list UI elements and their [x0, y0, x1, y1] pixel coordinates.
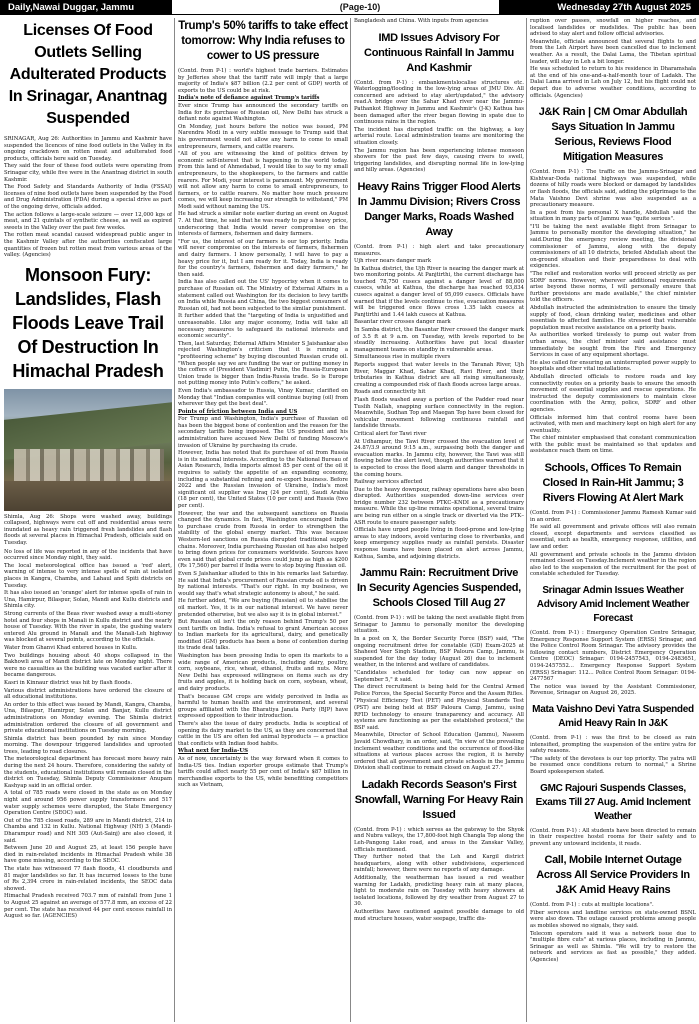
paragraph: However, the war and the subsequent sanctions on Russia changed the dynamics. In fact, Washington encouraged India to purchase crude from Russia in order to strengthen the stability of the global energy market. This was because Western-led sanctions on Russia disrupted traditional supply chains. Moreover, India purchasing Russian oil has also helped to bring down prices for consumers worldwide. Sources have even said that global crude prices could jump as high as $200 (Rs 17,560) per barrel if India were to stop buying Russian oil. [178, 510, 348, 570]
subhead-what-next: What next for India-US [178, 748, 248, 755]
photo-caption: Shimla, Aug 26: Shops were washed away, buildings collapsed, highways were cut off and residential areas were inundated as heavy rain triggered fresh landslides and flash floods at several places in Himachal Pradesh, officials said on Tuesday. [4, 513, 172, 547]
article-section-friction [178, 416, 348, 747]
paragraph: The incident has disrupted traffic on the highway, a key arterial route. Local administration teams are monitoring the situation closely. [354, 126, 524, 146]
paragraph: They said the four of these food outlets were operating from Srinagar city, while five were in the Anantnag district in south Kashmir. [4, 163, 172, 183]
paragraph: As authorities worked tirelessly to pump out water from urban areas, the chief minister said assistance must immediately be sought from the Fire and Emergency Services in case of any equipment shortage. [530, 332, 696, 359]
column-4 [530, 18, 696, 1022]
paragraph: The rotten meat scandal caused widespread public anger in the Kashmir Valley after the authorities confiscated large quantities of frozen but rotten meat from various areas of the valley. (Agencies) [4, 232, 172, 259]
paragraph: Kasri in Kinnaur district was hit by flash floods. [4, 679, 133, 686]
paragraph: In Samba district, the Basantar River crossed the danger mark of 3.5 ft at 9 a.m. on Tuesday, with levels reported to be steadily increasing. Authorities have put local disaster management teams on standby in vulnerable areas. [354, 327, 524, 353]
paragraph: "Candidates scheduled for today can now appear on September 5," it said. [354, 669, 524, 683]
paragraph: He said all government and private offices will also remain closed, except departments and services classified as essential, such as health, emergency response, utilities, and law and order. [530, 524, 696, 551]
paragraph: It further added that the "targeting of India is unjustified and unreasonable. Like any major economy, India will take all necessary measures to safeguard its national interests and economic security". [178, 313, 348, 340]
article-ladakh-continued [530, 39, 696, 99]
paragraph: (Contd. from P-1) : All students have been directed to remain in their respective hostel rooms for their safety and to prevent any untoward incidents, it reads. [530, 827, 696, 847]
paragraph: Water from Ghanvi Khad entered houses in Kullu. [4, 644, 138, 651]
paragraph: No loss of life was reported in any of the incidents that have occurred since Monday night, they said. [4, 548, 172, 562]
masthead-date: Wednesday 27th August 2025 [499, 0, 699, 15]
headline-flood-alerts: Heavy Rains Trigger Flood Alerts In Jammu Division; Rivers Cross Danger Marks, Roads Washed Away [357, 180, 521, 238]
article-cm-omar [530, 169, 696, 455]
paragraph: However, India has noted that its purchase of oil from Russia is in its national interests. According to the National Bureau of Asian Research, India imports almost 85 per cent of the oil it requires to satisfy the appetite of an expanding economy, including a substantial refining and re-export business. Before 2022 and the Russian invasion of Ukraine, India's most significant oil supplier was Iraq (24 per cent), Saudi Arabia (18 per cent), the United States (10 per cent) and Russia (two per cent). [178, 450, 348, 509]
paragraph: Out of the 785 closed roads, 289 are in Mandi district, 214 in Chamba and 132 in Kullu. National Highway (NH) 3 (Mandi-Dharampur road) and NH 305 (Aut-Sainj) are also closed, it said. [4, 817, 172, 844]
paragraph: He was scheduled to return to his residence in Dharamshala at the end of his one-and-a-half-month tour of Ladakh. The Dalai Lama arrived in Leh on July 12, but his flight could not depart due to adverse weather conditions, according to officials. (Agencies) [530, 66, 696, 99]
paragraph: Telecom operators said it was a network issue due to "multiple fibre cuts" at various places, including in Jammu, Srinagar as well as Shimla. "We will try to restore the network and services as fast as possible," they added. (Agencies) [530, 930, 696, 964]
paragraph: Meanwhile, officials announced that several flights to and from the Leh Airport have been cancelled due to inclement weather. As a result, the Dalai Lama, the Tibetan spiritual leader, will stay in Leh a bit longer. [530, 38, 696, 65]
article-flood-alerts [354, 244, 524, 560]
paragraph: He further added, "We are buying (Russian) oil to stabilise the oil market. Yes, it is in our national interest. We have never pretended otherwise, but we also say it is in global interest." [178, 598, 348, 618]
paragraph: Even India's ambassador to Russia, Vinay Kumar, clarified on Monday that "Indian companies will continue buying (oil) from wherever they get the best deal". [178, 387, 348, 408]
masthead-paper-name: Daily,Nawai Duggar, Jammu [0, 0, 172, 15]
paragraph: Simultaneous rise in multiple rivers [354, 354, 451, 361]
paragraph: Fiber services and landline services on state-owned BSNL were also down. The outage caused problems among people as mobiles showed no signals, they said. [530, 909, 696, 930]
masthead-page-number: (Page-10) [339, 2, 381, 12]
paragraph: (Contd. from P-1) : The traffic on the Jammu-Srinagar and Kishtwar-Doda national highways was suspended, while dozens of hilly roads were blocked or damaged by landslides or flash floods, the officials said, adding the pilgrimage to the Mata Vaishno Devi shrine was also suspended as a precautionary measure. [530, 169, 696, 209]
article-gmc-rajouri [530, 828, 696, 848]
paragraph: The Food Safety and Standards Authority of India (FSSAI) licenses of nine food outlets have been suspended by the Food and Drug Administration (FDA) during a special drive as part of the ongoing drive, officials added. [4, 184, 172, 210]
paragraph: Shimla district has been pounded by rain since Monday morning. The downpour triggered landslides and uprooted trees, leading to road closures. [4, 735, 172, 755]
paragraph: The local meteorological office has issued a 'red' alert, warning of intense to very intense spells of rain at isolated places in Kangra, Chamba, and Lahaul and Spiti districts on Tuesday. [4, 562, 172, 589]
paragraph: Ever since Trump has announced the secondary tariffs on India for its purchase of Russian oil, New Delhi has struck a defiant note against Washington. [178, 102, 348, 123]
article-food-outlets [4, 136, 172, 259]
paragraph: Reports suggest that water levels in the Taranah River, Ujh River, Maggar Khad, Sahar Khad, Ravi River, and their tributaries in Kathua district are all rising simultaneously, creating a compounded risk of flash floods across large areas. [354, 362, 524, 388]
paragraph: In a post from his personal X handle, Abdullah said the situation in many parts of Jammu was "quite serious". [530, 209, 696, 223]
column-rule [174, 18, 175, 1022]
paragraph: The action follows a large-scale seizure — over 12,000 kgs of meat, and 21 quintals of synthetic cheese, as well as expired sweets in the Valley over the past few weeks. [4, 211, 172, 231]
paragraph: SRINAGAR, Aug 26: Authorities in Jammu and Kashmir have suspended the licences of nine food outlets in the Valley in its ongoing crackdown on rotten meat and adulterated food products, officials here said on Tuesday. [4, 136, 172, 162]
paragraph: As of now, uncertainty is the way forward when it comes to India-US ties. Indian exporter groups estimate that Trump's tariffs could affect nearly 55 per cent of India's $87 billion in merchandise exports to the US, while benefitting competitors such as Vietnam, [178, 755, 348, 789]
paragraph: At Udhampur, the Tawi River crossed the evacuation level of 24.87/3.9 around 9:15 a.m., surpassing both the danger and evacuation marks. In Jammu city, however, the Tawi was still flowing below the alert level, though authorities warned that it is expected to cross the flood alarm and danger thresholds in the coming hours. [354, 438, 524, 478]
paragraph: Flash floods washed away a portion of the Padder road near Tuslih Nallah, snapping surface connectivity in the region. Meanwhile, Sudhan Top and Maegan Top have been closed for vehicular movement following continuous rainfall and landslide threats. [354, 396, 524, 430]
paragraph: "The safety of the devotees is our top priority. The yatra will be resumed once conditions return to normal," a Shrine Board spokesperson stated. [530, 755, 696, 775]
paragraph: Abdullah directed officials to restore roads and key connectivity routes on a priority basis to ensure the smooth movement of essential supplies and rescue operations. He instructed the deputy commissioners to maintain close coordination with the Army, police, SDRF and other agencies. [530, 373, 696, 413]
paragraph: "For us, the interest of our farmers is our top priority. India will never compromise on the interests of farmers, fishermen and dairy farmers. I know personally, I will have to pay a heavy price for it, but I am ready for it. Today, India is ready for the country's farmers, fishermen and dairy farmers," he then said. [178, 238, 348, 278]
subhead-friction: Points of friction between India and US [178, 408, 298, 415]
headline-gmc-rajouri: GMC Rajouri Suspends Classes, Exams Till 27 Aug. Amid Inclement Weather [535, 782, 691, 822]
paragraph: In a post on X, the Border Security Force (BSF) said, "The ongoing recruitment drive for constable (GD) Exam-2025 at Shaheed Veer Singh Stadium, BSF Paloura Camp, Jammu, is suspended for the day today (August 26) due to inclement weather, in the interest and welfare of candidates. [354, 636, 524, 669]
paragraph: Strong currents of the Beas river washed away a multi-storey hotel and four shops in Manali in Kullu district and the nearly house of Tuesday. With the river in spate, the gushing waters entered Alu ground in Manali and the Manali-Leh highway was blocked at several points, according to the officials. [4, 611, 172, 644]
paragraph: "Physical Efficiency Test (PET) and Physical Standards Test (PST) are being held at BSF Paloura Camp, Jammu, using RFID technology to ensure transparency and accuracy. All systems are functioning as per the established protocol," the BSF said. [354, 698, 524, 731]
paragraph: Due to the heavy downpour, railway operations have also been disrupted. Authorities suspended down-line services over bridge number 232 between PTKC–KNDI as a precautionary measure. While the up-line remains operational, several trains are being run either on a single track or diverted via the PTK–ASR route to ensure passenger safety. [354, 486, 524, 526]
paragraph: (Contd. from P-1) : cuts at multiple locations". [530, 902, 654, 909]
paragraph: That's because GM crops are widely perceived in India as harmful to human health and the environment, and several groups affiliated with the Bharatiya Janata Party (BJP) have expressed opposition to their introduction. [178, 693, 348, 720]
paragraph: Two buildings housing about 40 shops collapsed in the Bakhowli area of Mandi district late on Monday night. There were no casualties as the building was vacated earlier after it became dangerous. [4, 652, 172, 679]
paragraph: He had struck a similar note earlier during an event on August 7. At that time, he said that he was ready to pay a heavy price, underscoring that India would never compromise on the interests of farmers, fishermen and dairy farmers. [178, 211, 348, 238]
paragraph: Roads and connectivity hit [354, 389, 426, 396]
paragraph: (Contd. from P-1) : was the first to be closed as rain intensified, prompting the suspension of the entire yatra for safety reasons. [530, 734, 696, 755]
paragraph: Abdullah instructed the administration to ensure the timely supply of food, clean drinking water, medicines and other essentials to affected families. He stressed that vulnerable population must receive assistance on a priority basis. [530, 305, 696, 331]
article-srinagar-advisory [530, 630, 696, 697]
paragraph: Basantar river crosses danger mark [354, 319, 451, 326]
headline-schools-closed: Schools, Offices To Remain Closed In Rain-Hit Jammu; 3 Rivers Flowing At Alert Mark [542, 462, 684, 505]
masthead-bar [0, 0, 699, 15]
headline-srinagar-advisory: Srinagar Admin Issues Weather Advisory Amid Inclement Weather Forecast [536, 585, 690, 624]
paragraph: Even S Jaishankar alluded to this in his remarks last Saturday. He said that India's procurement of Russian crude oil is driven by national interests. "That's our right. In my business, we would say that's what strategic autonomy is about," he said. [178, 570, 348, 597]
paragraph: He also called for ensuring an uninterrupted power supply to hospitals and other vital installations. [530, 359, 696, 373]
article-internet-outage [530, 902, 696, 963]
headline-monsoon-fury: Monsoon Fury: Landslides, Flash Floods Leave Trail Of Destruction In Himachal Pradesh [12, 264, 164, 381]
article-section-what-next [178, 756, 348, 789]
article-schools-closed [530, 510, 696, 578]
paragraph: Meanwhile, Director of School Education (Jammu), Naseem Javaid Chowdhary, in an order, said, "In view of the prevailing inclement weather conditions and the occurrence of flood-like situations at various places across the region, it is hereby ordered that all government and private schools in the Jammu Division shall continue to remain closed on August 27." [354, 732, 524, 772]
column-rule [350, 18, 351, 1022]
article-vaishno-devi [530, 735, 696, 776]
headline-cm-omar: J&K Rain | CM Omar Abdullah Says Situation In Jammu Serious, Reviews Flood Mitigation Measures [538, 106, 688, 164]
paragraph: (Contd. from P-1) : embankmentslocalise structures etc. Waterlogging/flooding in the low-lying areas of JMU Div. All concerned are advised to stay alert/updated," the advisory read.A bridge over the Sahar Khad river near the Jammu-Pathankot Highway in Jammu and Kashmir's (J-K) Kathua has been damaged after the river began flowing in spate due to continuous rains in the region. [354, 79, 524, 126]
paragraph: It has also issued an 'orange' alert for intense spells of rain in Una, Hamirpur, Bilaspur, Solan, Mandi and Kullu districts and Shimla city. [4, 590, 172, 610]
article-monsoon-fury [4, 549, 172, 920]
headline-trump-tariffs: Trump's 50% tariffs to take effect tomorrow: Why India refuses to cower to US pressure [178, 20, 348, 62]
column-1 [4, 18, 172, 1022]
article-recruitment [354, 615, 524, 772]
paragraph: The chief minister emphasised that constant communication with the public must be maintained so that updates and assistance reach them on time. [530, 435, 696, 455]
paragraph: (Contd. from P-1) : Commissioner Jammu Ramesh Kumar said in an order. [530, 510, 696, 523]
subhead-defiance: India's note of defiance against Trump's tariffs [178, 95, 320, 102]
continued-line: Bangladesh and China. With inputs from agencies [354, 18, 489, 24]
column-3 [354, 18, 524, 1022]
paragraph: Critical alert for Tawi river [354, 430, 427, 437]
continued-lead: ruption over passes, snowfall on higher reaches, and localised landslides or mudslides. The public has been advised to stay alert and follow official advisories. [530, 18, 696, 38]
paragraph: The Jammu region has been experiencing intense monsoon showers for the past few days, causing rivers to swell, triggering landslides, and disrupting normal life in low-lying and hilly areas. (Agencies) [354, 147, 524, 174]
paragraph: (Contd. from P-1) : will be taking the next available flight from Srinagar to Jammu to personally monitor the developing situation. [354, 615, 524, 635]
paragraph: (Contd. from P-1) : high alert and take precautionary measures. [354, 243, 524, 257]
paragraph: Various district administrations have ordered the closure of all educational institutions. [4, 687, 172, 701]
paragraph: "I'll be taking the next available flight from Srinagar to Jammu to personally monitor the developing situation," he said.During the emergency review meeting, the divisional commissioner of Jammu, along with the deputy commissioners of all 10 districts, briefed Abdullah about the on-ground situation and their preparedness to deal with exigencies. [530, 223, 696, 270]
article-ladakh-snowfall [354, 827, 524, 922]
paragraph: The notice was issued by the Assistant Commissioner, Revenue, Srinagar on August 26, 2025. [530, 683, 696, 697]
headline-ladakh-snowfall: Ladakh Records Season's First Snowfall, Warning For Heavy Rain Issued [354, 778, 524, 821]
headline-internet-outage: Call, Mobile Internet Outage Across All Service Providers In J&K Amid Heavy Rains [536, 854, 690, 897]
paragraph: All government and private schools in the Jammu division remained closed on Tuesday.Inclement weather in the region also led to the suspension of the recruitment for the post of constable scheduled for Tuesday. [530, 551, 696, 578]
paragraph: Railway services affected [354, 479, 423, 486]
paragraph: Additionally, the weatherman has issued a red weather warning for Ladakh, predicting heavy rain at many places, light to moderate rain on Tuesday with heavy showers at isolated locations, followed by dry weather from August 27 to 30. [354, 875, 524, 908]
headline-imd-advisory: IMD Issues Advisory For Continuous Rainfall In Jammu And Kashmir [364, 31, 514, 74]
paragraph: (Contd. from P-1) : Emergency Operation Centre Srinagar, Emergency Response Support System (ERSS) Srinagar, and the Police Control Room Srinagar. The advisory provides the following contact numbers, District Emergency Operation Centre (DEOC) Srinagar: 0194-2457543, 0194-2483651, 0194-2457552... Emergency Response Support System (ERSS) Srinagar: 112... Police Control Room Srinagar: 0194-2477567 [530, 630, 696, 683]
paragraph: The state has witnessed 77 flash floods, 41 cloudbursts and 81 major landslides so far. It has incurred losses to the tune of Rs 2,394 crore in rain-related incidents, the SEOC data showed. [4, 865, 172, 892]
paragraph: Between June 20 and August 25, at least 156 people have died in rain-related incidents in Himachal Pradesh while 38 have gone missing, according to the SEOC. [4, 845, 172, 865]
paragraph: For Trump and Washington, India's purchase of Russian oil has been the biggest bone of contention and the reason for the secondary tariffs being imposed. The US president and his administration have accused New Delhi of funding Moscow's invasion of Ukraine by purchasing its crude. [178, 416, 348, 449]
paragraph: Himachal Pradesh received 703.7 mm of rainfall from June 1 to August 25 against an average of 577.8 mm, an excess of 22 per cent. The state has received 44 per cent excess rainfall in August so far. (AGENCIES) [4, 893, 172, 920]
paragraph: The meteorological department has forecast more heavy rain during the next 24 hours. Therefore, considering the safety of the students, educational institutions will remain closed in the district on Tuesday, Shimla Deputy Commissioner Anupam Kashyap said in an official order. [4, 756, 172, 789]
article-lead: (Contd. from P-1) : world's highest trade barriers. Estimates by Jefferies show that the tariff rate will imply that a large majority of India's $87 billion (2.2 per cent of GDP) worth of exports to the US could be at risk. [178, 68, 348, 94]
paragraph: India has also called out the US' hypocrisy when it comes to purchase of Russian oil. The Ministry of External Affairs in a statement called out Washington for its decision to levy tariffs on India while Russia and China, the two biggest consumers of Russian oil, had not been subjected to the similar punishment. [178, 279, 348, 312]
paragraph: Officials have urged people living in flood-prone and low-lying areas to stay indoors, avoid venturing close to riverbanks, and keep emergency supplies ready as rainfall persists. Disaster response teams have been placed on alert across Jammu, Kathua, Samba, and adjoining districts. [354, 527, 524, 560]
paragraph: (Contd. from P-1) : which serves as the gateway to the Shyok and Nubra valleys, the 17,800-foot high Changla Top along the Leh-Pangong Lake road, and areas in the Zanskar Valley, officials mentioned. [354, 826, 524, 853]
paragraph: But Russian oil isn't the only reason behind Trump's 50 per cent tariffs on India. India's refusal to grant American access to Indian markets for its agricultural, dairy, and genetically modified (GM) products has been a bone of contention during its trade deal talks. [178, 619, 348, 652]
paragraph: A total of 785 roads were closed in the state as on Monday night and around 956 power supply transformers and 517 water supply schemes were disrupted, the State Emergency Operation Centre (SEOC) said. [4, 790, 172, 817]
paragraph: Then, last Saturday, External Affairs Minister S Jaishankar also rejected Washington's criticism that it is running a "profiteering scheme" by buying discounted Russian crude oil. "When people say we are funding the war or putting money in the coffers of (President Vladimir) Putin, the Russia-European Union trade is bigger than India-Russia trade. So is Europe not putting money into Putin's coffers," he asked. [178, 340, 348, 387]
paragraph: In Kathua district, the Ujh River is nearing the danger mark at two monitoring points. At Panjtirthi, the current discharge has touched 78,750 cusecs against a danger level of 88,000 cusecs, while at Kathua, the discharge has reached 93,834 cusecs against a danger level of 95,099 cusecs. Officials have warned that if the levels continue to rise, evacuation measures will be triggered once flows cross 1.35 lakh cusecs at Panjtirthi and 1.44 lakh cusecs at Kathua. [354, 265, 524, 318]
headline-vaishno-devi: Mata Vaishno Devi Yatra Suspended Amid Heavy Rain In J&K [532, 703, 694, 729]
article-imd-advisory [354, 80, 524, 174]
paragraph: An order to this effect was issued by Mandi, Kangra, Chamba, Una, Bilaspur, Hamirpur, Solan and Banjar, Kullu district administrations on Monday evening. The Shimla district administration ordered the closure of all government and private educational institutions on Tuesday morning. [4, 701, 172, 735]
paragraph: Washington has been pressing India to open its markets to a wide range of American products, including dairy, poultry, corn, soybeans, rice, wheat, ethanol, fruits and nuts. More New Delhi has expressed willingness on items such as dry fruits and apples, it is holding back on corn, soybean, wheat, and dairy products. [178, 653, 348, 693]
paragraph: Authorities have cautioned against possible damage to old mud structure houses, water seepage, traffic dis- [354, 909, 524, 922]
paragraph: The direct recruitment is being held for the Central Armed Police Forces, the Special Security Force and the Assam Rifles. [354, 684, 524, 697]
paragraph: "The relief and restoration works will proceed strictly as per SDRF norms. However, wherever additional requirements arise beyond these norms, I will personally ensure that further provisions are made available," the chief minister told the officers. [530, 271, 696, 304]
headline-recruitment: Jammu Rain: Recruitment Drive In Security Agencies Suspended, Schools Closed Till Aug 27 [357, 567, 521, 610]
headline-food-outlets: Licenses Of Food Outlets Selling Adulterated Products In Srinagar, Anantnag Suspended [8, 22, 168, 127]
paragraph: Officials informed him that control rooms have been activated, with men and machinery kept on high alert for any eventuality. [530, 414, 696, 434]
column-2 [178, 18, 348, 1022]
article-section-defiance [178, 103, 348, 408]
paragraph: Ujh river nears danger mark [354, 258, 432, 265]
paragraph: There's also the issue of dairy products. India is sceptical of opening its dairy market to the US, as they are concerned that cattle in the US are often fed animal byproducts — a practice that conflicts with Indian food habits. [178, 721, 348, 747]
paragraph: On Monday, just hours before the notice was issued, PM Narendra Modi in a very subtle message to Trump said that his government would not allow any harm to come to small entrepreneurs, farmers, and cattle rearers. [178, 123, 348, 150]
column-rule [526, 18, 527, 1022]
paragraph: "All of you are witnessing the kind of politics driven by economic self-interest that is happening in the world today. From this land of Ahmedabad, I would like to say to my small entrepreneurs, to the shopkeepers, to the farmers and cattle rearers. For Modi, your interest is paramount. My government will not allow any harm to come to small entrepreneurs, to farmers, or to cattle rearers. No matter how much pressure comes, we will keep increasing our strength to withstand," PM Modi said without naming the US. [178, 151, 348, 210]
flood-photo [4, 389, 172, 511]
paragraph: They further noted that the Leh and Kargil district headquarters, along with other subdivisions, experienced rainfall; however, there were no reports of any damage. [354, 854, 524, 874]
